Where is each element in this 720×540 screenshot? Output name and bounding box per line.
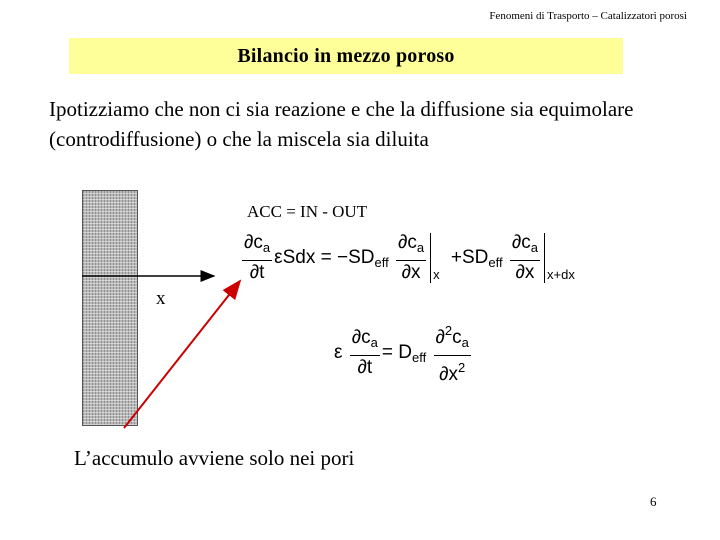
eval-bar-x (430, 233, 431, 283)
intro-text: Ipotizziamo che non ci sia reazione e che la diffusione sia equimolare (controdiffusione) o che la miscela sia diluita (49, 97, 634, 151)
footer-note: L’accumulo avviene solo nei pori (74, 446, 355, 470)
eval-bar-xdx (544, 233, 545, 283)
balance-equation: $\frac{\partial c_a}{\partial t}$ $\varepsilon Sdx = -SD_{eff}$ $\frac{\partial c_a}{\partial x}$ $_x +SD_{eff}$ $\frac{\partial c_a}{\partial x}$ $_{x+dx}$ (244, 232, 575, 283)
axis-label-x: x (156, 288, 166, 309)
balance-label: ACC = IN - OUT (247, 202, 368, 221)
frac-dca-dt-2: $\frac{\partial c_a}{\partial t}$ (351, 327, 378, 378)
frac-dca-dt: $\frac{\partial c_a}{\partial t}$ (244, 232, 271, 283)
diffusion-equation: ε $\frac{\partial c_a}{\partial t}$ = $D_{eff}$ $\frac{\partial^2c_a}{\partial x^2}$ (334, 320, 473, 386)
pointer-arrow (124, 281, 240, 428)
eq2-equals-d: = D (381, 342, 412, 364)
frac-d2ca-dx2: $\frac{\partial^2c_a}{\partial x^2}$ (434, 320, 471, 386)
eq1-plus-term: +SD (450, 247, 489, 269)
epsilon-symbol: ε (334, 342, 343, 364)
slide-title: Bilancio in mezzo poroso (237, 45, 455, 67)
frac-dca-dx-1: $\frac{\partial c_a}{\partial x}$ (397, 232, 425, 283)
eq1-lhs-term: εSdx = −SD (274, 247, 375, 269)
slide-header: Fenomeni di Trasporto – Catalizzatori porosi (489, 10, 687, 22)
page-number: 6 (650, 494, 657, 509)
frac-dca-dx-2: $\frac{\partial c_a}{\partial x}$ (511, 232, 539, 283)
